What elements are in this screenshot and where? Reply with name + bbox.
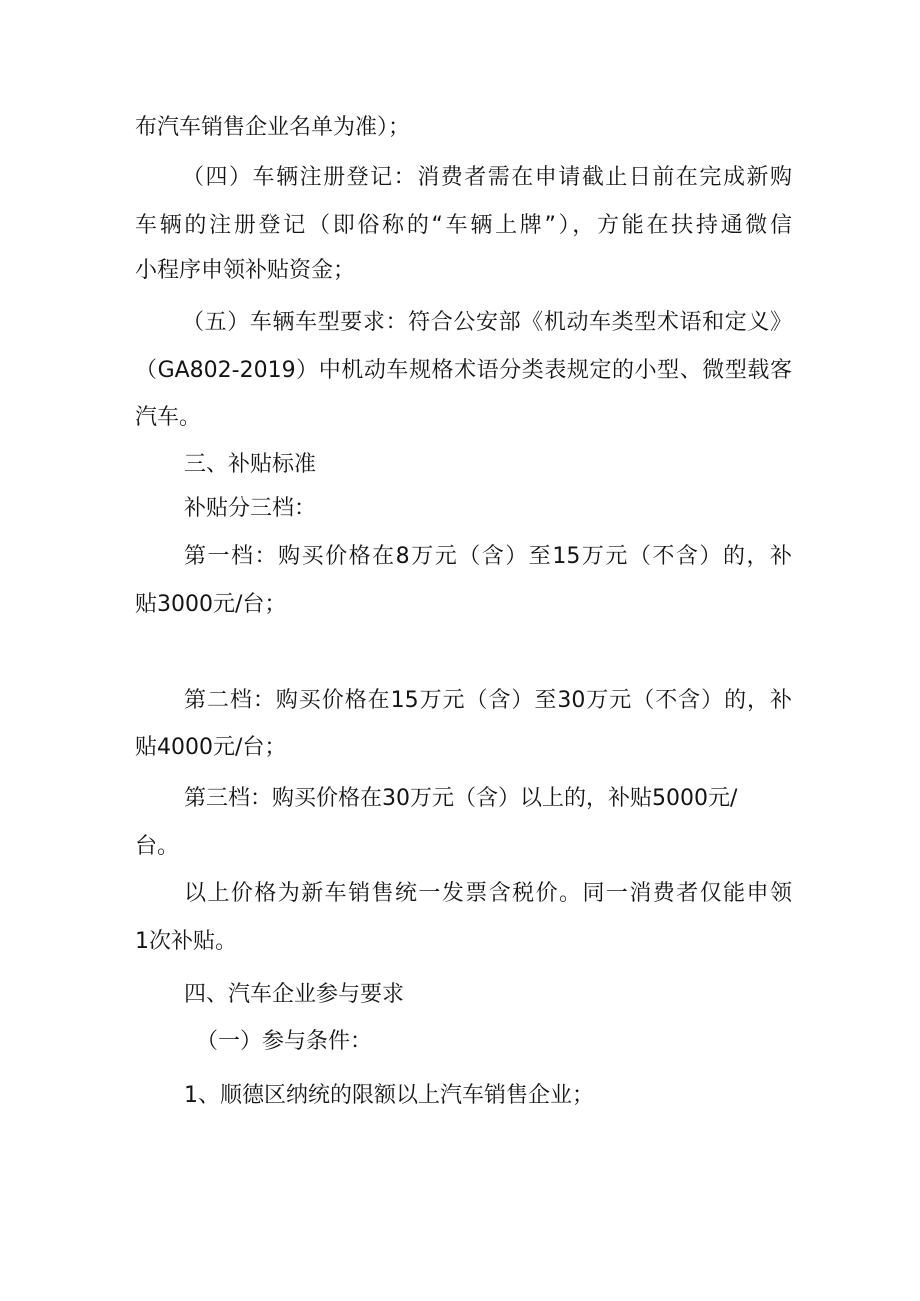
- text-line: 车辆的注册登记（即俗称的“车辆上牌”），方能在扶持通微信: [135, 213, 792, 238]
- text-line: 第三档：购买价格在30万元（含）以上的，补贴5000元/: [184, 786, 738, 811]
- section-heading: 四、汽车企业参与要求: [184, 982, 405, 1007]
- text-line: 贴4000元/台；: [135, 735, 287, 760]
- text-line: （五）车辆车型要求：符合公安部《机动车类型术语和定义》: [182, 310, 792, 335]
- text-line: 补贴分三档：: [184, 496, 317, 521]
- text-line: 第二档：购买价格在15万元（含）至30万元（不含）的，补: [184, 688, 792, 713]
- text-line: 第一档：购买价格在8万元（含）至15万元（不含）的，补: [184, 544, 792, 569]
- text-line: 1、顺德区纳统的限额以上汽车销售企业；: [184, 1083, 594, 1108]
- text-line: 台。: [135, 834, 180, 859]
- subsection-heading: （一）参与条件：: [196, 1029, 373, 1054]
- text-line: 贴3000元/台；: [135, 592, 287, 617]
- text-line: （GA802-2019）中机动车规格术语分类表规定的小型、微型载客: [135, 358, 792, 383]
- text-line: （四）车辆注册登记：消费者需在申请截止日前在完成新购: [182, 165, 792, 190]
- text-line: 汽车。: [135, 405, 202, 430]
- text-line: 布汽车销售企业名单为准）；: [135, 115, 411, 140]
- text-line: 1次补贴。: [135, 929, 237, 954]
- text-line: 以上价格为新车销售统一发票含税价。同一消费者仅能申领: [184, 881, 792, 906]
- section-heading: 三、补贴标准: [184, 452, 317, 477]
- text-line: 小程序申领补贴资金；: [135, 258, 356, 283]
